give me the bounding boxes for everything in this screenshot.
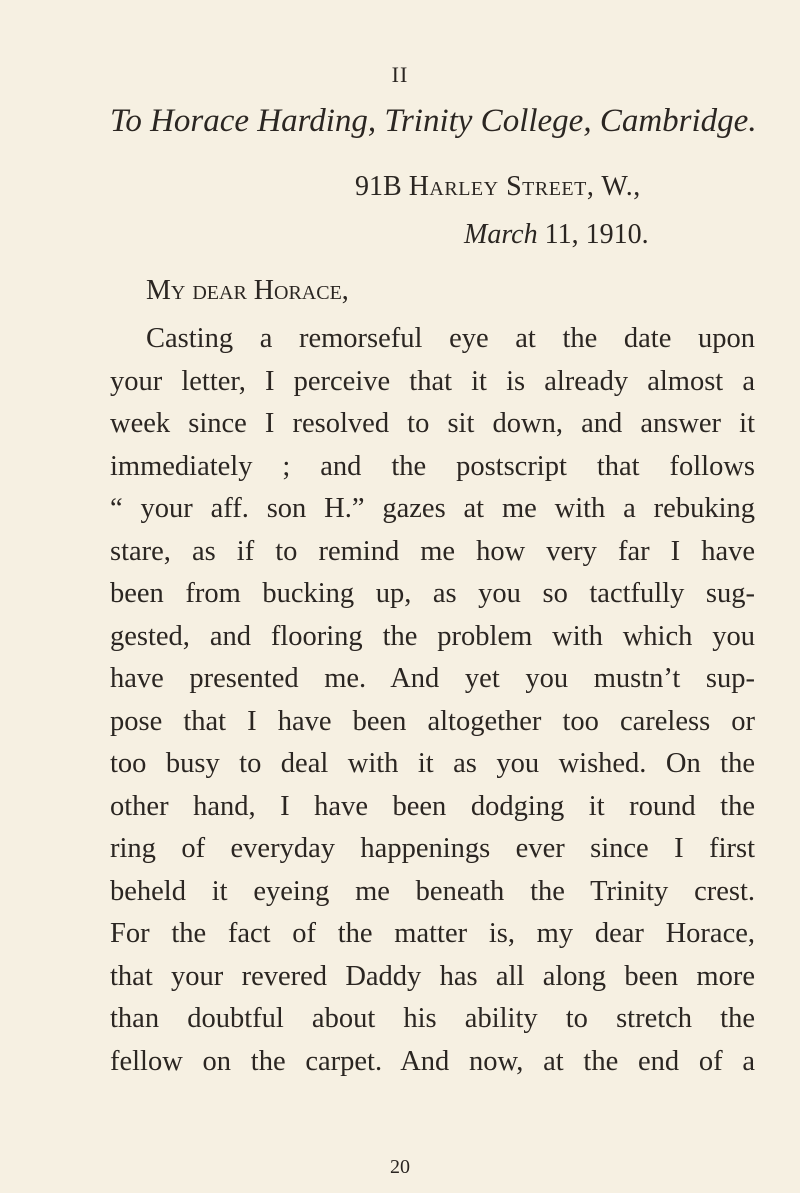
letter-salutation: My dear Horace, xyxy=(146,275,349,306)
body-line: than doubtful about his ability to stretch the xyxy=(110,1003,755,1034)
body-line: that your revered Daddy has all along been more xyxy=(110,960,755,992)
body-line: “ your aff. son H.” gazes at me with a rebuking xyxy=(110,493,755,524)
sender-address xyxy=(355,171,641,203)
body-line: stare, as if to remind me how very far I have xyxy=(110,535,755,567)
date-month: March xyxy=(464,219,538,250)
body-line: your letter, I perceive that it is already almost a xyxy=(110,365,755,397)
body-line: fellow on the carpet. And now, at the end of a xyxy=(110,1045,755,1077)
body-line: ring of everyday happenings ever since I first xyxy=(110,833,755,864)
body-line: other hand, I have been dodging it round the xyxy=(110,790,755,822)
address-number: 91B xyxy=(355,171,409,202)
body-line: Casting a remorseful eye at the date upon xyxy=(146,323,755,354)
body-line: week since I resolved to sit down, and answer it xyxy=(110,408,755,439)
date-rest: 11, 1910. xyxy=(537,219,649,250)
body-line: beheld it eyeing me beneath the Trinity crest. xyxy=(110,875,755,907)
body-line: have presented me. And yet you mustn’t sup- xyxy=(110,663,755,694)
letter-addressee: To Horace Harding, Trinity College, Cambridge. xyxy=(110,103,757,139)
body-line: pose that I have been altogether too careless or xyxy=(110,705,755,737)
letter-date xyxy=(464,219,649,251)
letter-body xyxy=(110,318,755,1083)
chapter-number: II xyxy=(391,62,409,87)
body-line: too busy to deal with it as you wished. On the xyxy=(110,748,755,779)
address-street: Harley Street, W., xyxy=(408,171,641,202)
body-line: immediately ; and the postscript that follows xyxy=(110,450,755,482)
body-line: gested, and flooring the problem with which you xyxy=(110,620,755,652)
page-number: 20 xyxy=(390,1156,410,1178)
body-line: For the fact of the matter is, my dear Horace, xyxy=(110,918,755,949)
body-line: been from bucking up, as you so tactfully sug- xyxy=(110,578,755,609)
